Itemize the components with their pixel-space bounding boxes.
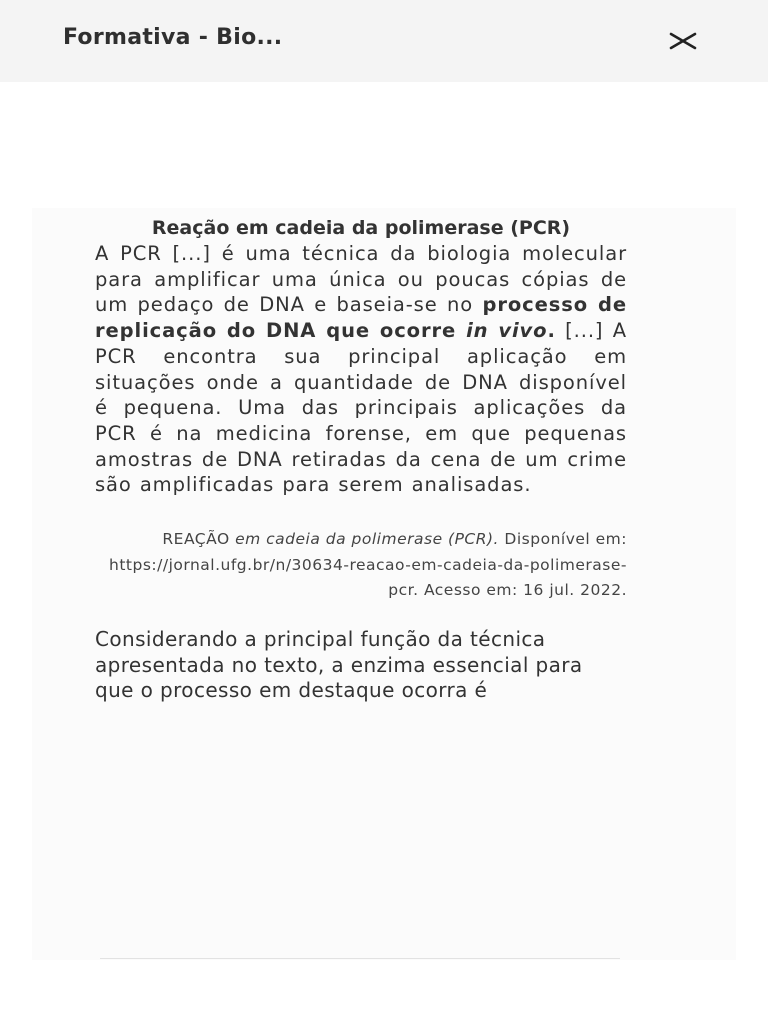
article — [95, 216, 627, 704]
article-body-highlight-end: . — [547, 319, 556, 343]
article-body-highlight-text: processo de replicação do DNA que ocorre — [95, 293, 627, 343]
article-body-text: A PCR [...] é uma técnica da biologia molecular para amplificar uma única ou poucas cópias de um pedaço de DNA e baseia-se no — [95, 242, 627, 317]
citation-source: Disponível em: https://jornal.ufg.br/n/30634-reacao-em-cadeia-da-polimerase-pcr. Acesso em: 16 jul. 2022. — [109, 530, 627, 600]
divider — [100, 958, 620, 959]
article-title: Reação em cadeia da polimerase (PCR) — [151, 217, 571, 239]
citation — [95, 527, 627, 604]
citation-prefix: REAÇÃO — [162, 530, 236, 549]
article-body-highlight-italic: in vivo — [466, 319, 548, 343]
close-button[interactable] — [664, 24, 702, 58]
close-icon — [664, 24, 702, 58]
top-bar — [0, 0, 768, 82]
article-body-text-2: [...] A PCR encontra sua principal aplicação em situações onde a quantidade de DNA disponível é pequena. Uma das principais aplicações da PCR é na medicina forense, em que pequenas amostras de DNA retiradas da cena de um crime são amplificadas para serem analisadas. — [95, 319, 627, 497]
article-body — [95, 241, 627, 498]
page-title: Formativa - Bio... — [63, 25, 283, 50]
citation-title: em cadeia da polimerase (PCR). — [235, 530, 499, 549]
question-text: Considerando a principal função da técnica apresentada no texto, a enzima essencial para que o processo em destaque ocorra é — [95, 627, 583, 703]
